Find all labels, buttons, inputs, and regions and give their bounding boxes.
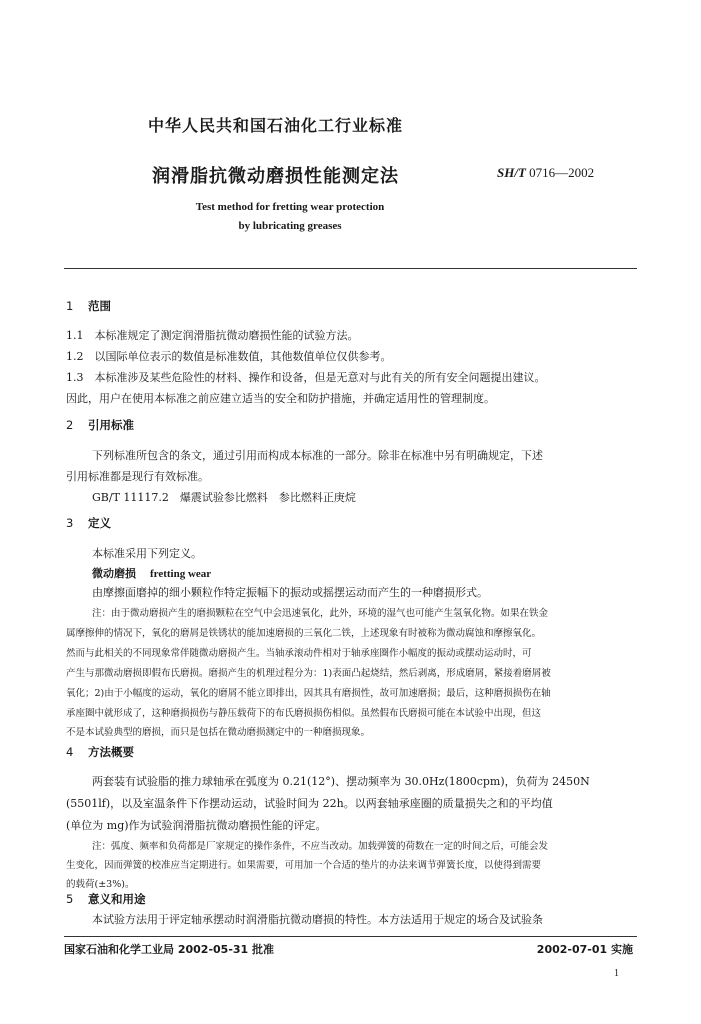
section-heading: 3 定义 bbox=[66, 516, 111, 530]
note-line: 不是本试验典型的磨损，而只是包括在微动磨损测定中的一种磨损现象。 bbox=[66, 727, 371, 738]
section-heading: 5 意义和用途 bbox=[66, 892, 146, 906]
paragraph: 本标准采用下列定义。 bbox=[92, 547, 202, 560]
paragraph: 1.1 本标准规定了测定润滑脂抗微动磨损性能的试验方法。 bbox=[66, 329, 359, 342]
footer-divider bbox=[64, 936, 637, 937]
paragraph: 1.2 以国际单位表示的数值是标准数值，其他数值单位仅供参考。 bbox=[66, 350, 392, 363]
note-line: 生变化，因而弹簧的校准应当定期进行。如果需要，可用加一个合适的垫片的办法来调节弹簧长度，以使得到需要 bbox=[66, 860, 542, 871]
defined-term: 微动磨损 fretting wear bbox=[92, 567, 212, 580]
referenced-standard: GB/T 11117.2 爆震试验参比燃料 参比燃料正庚烷 bbox=[92, 491, 356, 504]
definition: 由摩擦面磨掉的细小颗粒作特定振幅下的振动或摇摆运动而产生的一种磨损形式。 bbox=[92, 586, 488, 599]
section-heading: 2 引用标准 bbox=[66, 418, 134, 432]
paragraph: 本试验方法用于评定轴承摆动时润滑脂抗微动磨损的特性。本方法适用于规定的场合及试验条 bbox=[92, 913, 543, 926]
paragraph: 引用标准都是现行有效标准。 bbox=[66, 470, 209, 483]
note-line: 承座圈中就形成了，这种磨损损伤与静压载荷下的布氏磨损损伤相似。虽然假布氏磨损可能在本试验中出现，但这 bbox=[66, 708, 542, 719]
paragraph: 1.3 本标准涉及某些危险性的材料、操作和设备，但是无意对与此有关的所有安全问题提出建议。 bbox=[66, 371, 546, 384]
standard-prefix: SH/T bbox=[497, 165, 526, 180]
note-line: 注：弧度、频率和负荷都是厂家规定的操作条件，不应当改动。加载弹簧的荷数在一定的时间之后，可能会发 bbox=[92, 841, 549, 852]
paragraph: 因此，用户在使用本标准之前应建立适当的安全和防护措施，并确定适用性的管理制度。 bbox=[66, 392, 495, 405]
standard-title-english-line-2: by lubricating greases bbox=[238, 220, 342, 232]
note-line: 的载荷(±3%)。 bbox=[66, 879, 135, 890]
paragraph: (5501lf)，以及室温条件下作摆动运动，试验时间为 22h。以两套轴承座圈的质量损失之和的平均值 bbox=[66, 797, 553, 810]
section-heading: 4 方法概要 bbox=[66, 745, 134, 759]
standard-code bbox=[497, 165, 594, 181]
paragraph: (单位为 mg)作为试验润滑脂抗微动磨损性能的评定。 bbox=[66, 819, 327, 832]
note-line: 产生与那微动磨损即假布氏磨损。磨损产生的机理过程分为：1)表面凸起烧结，然后剥离，形成磨屑，紧接着磨屑被 bbox=[66, 668, 551, 679]
standard-title-english-line-1: Test method for fretting wear protection bbox=[195, 201, 385, 213]
issuing-organization: 中华人民共和国石油化工行业标准 bbox=[148, 116, 404, 135]
note-line: 注：由于微动磨损产生的磨损颗粒在空气中会迅速氧化，此外，环境的湿气也可能产生氢氧化物。如果在铁金 bbox=[92, 608, 549, 619]
page-number: 1 bbox=[614, 968, 619, 979]
approval-info: 国家石油和化学工业局 2002-05-31 批准 bbox=[64, 943, 275, 956]
paragraph: 下列标准所包含的条文，通过引用而构成本标准的一部分。除非在标准中另有明确规定，下述 bbox=[92, 449, 543, 462]
header-divider bbox=[64, 268, 637, 269]
standard-number: 0716—2002 bbox=[529, 165, 595, 180]
note-line: 氧化；2)由于小幅度的运动，氧化的磨屑不能立即排出，因其具有磨损性，故可加速磨损；最后，这种磨损损伤在轴 bbox=[66, 688, 551, 699]
standard-title-chinese: 润滑脂抗微动磨损性能测定法 bbox=[152, 166, 399, 187]
implementation-date: 2002-07-01 实施 bbox=[536, 943, 633, 956]
paragraph: 两套装有试验脂的推力球轴承在弧度为 0.21(12°)、摆动频率为 30.0Hz(1800cpm)，负荷为 2450N bbox=[92, 775, 590, 788]
note-line: 然而与此相关的不同现象常伴随微动磨损产生。当轴承滚动件相对于轴承座圈作小幅度的振动或摆动运动时，可 bbox=[66, 648, 532, 659]
note-line: 属摩擦伸的情况下，氧化的磨屑是铁锈状的能加速磨损的三氧化二铁，上述现象有时被称为微动腐蚀和摩擦氧化。 bbox=[66, 628, 542, 639]
section-heading: 1 范围 bbox=[66, 299, 111, 313]
